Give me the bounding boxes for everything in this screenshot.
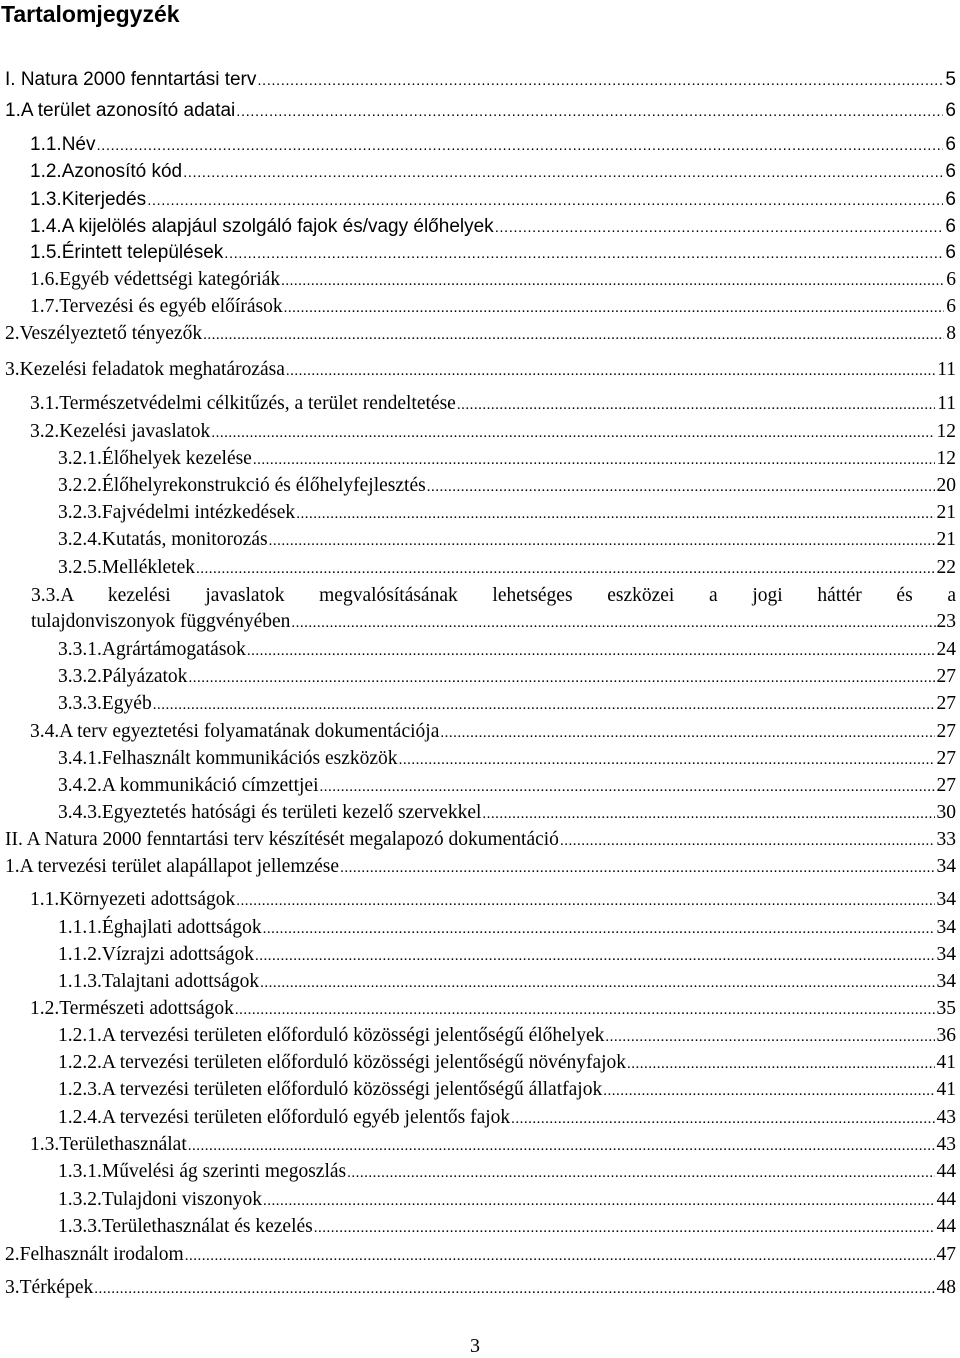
toc-entry[interactable] xyxy=(0,970,956,995)
toc-entry-page: 47 xyxy=(936,1244,956,1265)
toc-entry-title: 1.2.2.A tervezési területen előforduló közösségi jelentőségű növényfajok xyxy=(58,1052,627,1073)
toc-entry-page: 41 xyxy=(936,1079,956,1100)
toc-entry-title: 3.1.Természetvédelmi célkitűzés, a terület rendeltetése xyxy=(30,393,456,414)
toc-entry-title: 3.2.4.Kutatás, monitorozás xyxy=(58,529,268,550)
toc-entry-page: 12 xyxy=(936,448,956,469)
toc-entry-title: 1.4.A kijelölés alapjául szolgáló fajok és/vagy élőhelyek xyxy=(30,216,494,237)
toc-entry[interactable] xyxy=(0,801,956,826)
toc-entry[interactable] xyxy=(0,188,956,213)
toc-entry-page: 36 xyxy=(936,1025,956,1046)
toc-entry[interactable] xyxy=(0,160,956,185)
toc-entry[interactable] xyxy=(0,1276,956,1301)
toc-entry-title: 1.A tervezési terület alapállapot jellemzése xyxy=(5,856,340,877)
toc-entry-page: 6 xyxy=(946,296,956,317)
toc-entry[interactable] xyxy=(0,474,956,499)
toc-entry-page: 44 xyxy=(936,1161,956,1182)
toc-entry[interactable] xyxy=(0,268,956,293)
toc-entry-page: 27 xyxy=(936,748,956,769)
toc-entry-title: 3.3.A kezelési javaslatok megvalósításának lehetséges eszközei a jogi háttér és a xyxy=(31,585,956,606)
toc-entry[interactable] xyxy=(0,855,956,880)
toc-entry-title: 1.3.Területhasználat xyxy=(30,1134,187,1155)
toc-heading: Tartalomjegyzék xyxy=(1,1,180,27)
toc-entry-title: 3.4.A terv egyeztetési folyamatának dokumentációja xyxy=(30,721,440,742)
toc-entry-page: 27 xyxy=(936,721,956,742)
toc-entry-title: 1.1.3.Talajtani adottságok xyxy=(58,971,260,992)
toc-entry-title: 3.4.2.A kommunikáció címzettjei xyxy=(58,775,319,796)
toc-entry-title: 3.Kezelési feladatok meghatározása xyxy=(5,359,285,380)
toc-entry-page: 35 xyxy=(936,998,956,1019)
toc-entry[interactable] xyxy=(0,1133,956,1158)
toc-entry-title: 1.2.4.A tervezési területen előforduló egyéb jelentős fajok xyxy=(58,1107,511,1128)
toc-entry-title: 1.2.3.A tervezési területen előforduló közösségi jelentőségű állatfajok xyxy=(58,1079,603,1100)
toc-entry-title: 3.4.3.Egyeztetés hatósági és területi kezelő szervekkel xyxy=(58,802,482,823)
toc-entry-title: 2.Veszélyeztető tényezők xyxy=(5,323,203,344)
toc-entry[interactable] xyxy=(0,774,956,799)
toc-entry-page: 11 xyxy=(937,393,956,414)
toc-entry-page: 44 xyxy=(936,1189,956,1210)
toc-entry-page: 21 xyxy=(936,529,956,550)
toc-entry-page: 34 xyxy=(936,917,956,938)
toc-entry-title: 3.Térképek xyxy=(5,1277,94,1298)
toc-entry-page: 5 xyxy=(945,69,956,90)
toc-entry[interactable] xyxy=(0,638,956,663)
toc-entry-page: 27 xyxy=(936,666,956,687)
toc-entry-title: 1.1.2.Vízrajzi adottságok xyxy=(58,944,255,965)
toc-entry[interactable] xyxy=(0,1051,956,1076)
toc-entry[interactable] xyxy=(0,241,956,266)
toc-entry[interactable] xyxy=(0,501,956,526)
toc-entry-page: 44 xyxy=(936,1216,956,1237)
toc-entry-title: 1.2.Azonosító kód xyxy=(30,161,183,182)
toc-entry-page: 11 xyxy=(937,359,956,380)
toc-entry[interactable] xyxy=(0,1243,956,1268)
toc-entry-title: I. Natura 2000 fenntartási terv xyxy=(5,69,257,90)
toc-entry-page: 34 xyxy=(936,971,956,992)
toc-entry[interactable] xyxy=(0,420,956,445)
toc-entry[interactable] xyxy=(0,1188,956,1213)
toc-entry-page: 12 xyxy=(936,421,956,442)
toc-entry-page: 21 xyxy=(936,502,956,523)
toc-entry[interactable] xyxy=(31,584,956,635)
toc-entry[interactable] xyxy=(0,295,956,320)
toc-entry[interactable] xyxy=(0,447,956,472)
toc-entry-page: 30 xyxy=(936,802,956,823)
toc-entry-title: 1.A terület azonosító adatai xyxy=(5,100,236,121)
toc-entry[interactable] xyxy=(0,997,956,1022)
toc-entry-title: 1.1.1.Éghajlati adottságok xyxy=(58,917,262,938)
toc-entry-page: 34 xyxy=(936,856,956,877)
toc-entry[interactable] xyxy=(0,528,956,553)
toc-entry-page: 48 xyxy=(936,1277,956,1298)
page-number: 3 xyxy=(470,1335,480,1357)
toc-entry-title: 1.2.1.A tervezési területen előforduló közösségi jelentőségű élőhelyek xyxy=(58,1025,605,1046)
toc-entry[interactable] xyxy=(0,1215,956,1240)
toc-entry-title: 3.2.3.Fajvédelmi intézkedések xyxy=(58,502,296,523)
toc-entry-title: 3.2.5.Mellékletek xyxy=(58,557,196,578)
toc-entry-title: 1.7.Tervezési és egyéb előírások xyxy=(30,296,283,317)
toc-entry[interactable] xyxy=(0,556,956,581)
toc-entry-page: 27 xyxy=(936,693,956,714)
toc-entry-title: 1.3.2.Tulajdoni viszonyok xyxy=(58,1189,263,1210)
toc-entry[interactable] xyxy=(0,68,956,93)
toc-entry-page: 43 xyxy=(936,1134,956,1155)
toc-entry-page: 43 xyxy=(936,1107,956,1128)
toc-entry-title: 1.3.3.Területhasználat és kezelés xyxy=(58,1216,313,1237)
toc-entry-title: 1.1.Környezeti adottságok xyxy=(30,889,236,910)
toc-entry[interactable] xyxy=(0,888,956,913)
toc-entry-title: 3.3.1.Agrártámogatások xyxy=(58,639,246,660)
toc-entry-page: 6 xyxy=(945,100,956,121)
toc-entry[interactable] xyxy=(0,1078,956,1103)
toc-entry-title: 1.3.Kiterjedés xyxy=(30,189,147,210)
toc-entry-page: 41 xyxy=(936,1052,956,1073)
toc-entry-page: 6 xyxy=(945,134,956,155)
toc-entry-page: 23 xyxy=(936,611,956,632)
toc-entry[interactable] xyxy=(0,215,956,240)
toc-entry-title: 3.2.2.Élőhelyrekonstrukció és élőhelyfejlesztés xyxy=(58,475,426,496)
toc-entry[interactable] xyxy=(0,1024,956,1049)
toc-entry-page: 24 xyxy=(936,639,956,660)
toc-entry[interactable] xyxy=(0,1106,956,1131)
toc-entry-page: 8 xyxy=(946,323,956,344)
toc-entry-title: 1.1.Név xyxy=(30,134,96,155)
toc-entry-page: 33 xyxy=(936,829,956,850)
toc-entry-page: 20 xyxy=(936,475,956,496)
toc-entry[interactable] xyxy=(0,99,956,124)
toc-entry-title: 3.2.1.Élőhelyek kezelése xyxy=(58,448,252,469)
toc-entry-title: 2.Felhasznált irodalom xyxy=(5,1244,184,1265)
toc-entry-title: 3.4.1.Felhasznált kommunikációs eszközök xyxy=(58,748,398,769)
toc-entry-title: 1.2.Természeti adottságok xyxy=(30,998,234,1019)
toc-entry[interactable] xyxy=(0,943,956,968)
toc-entry[interactable] xyxy=(0,322,956,347)
toc-entry-title-continued: tulajdonviszonyok függvényében xyxy=(31,611,291,632)
toc-entry-page: 22 xyxy=(936,557,956,578)
toc-entry[interactable] xyxy=(0,828,956,853)
toc-entry-page: 6 xyxy=(945,189,956,210)
toc-entry-title: 1.6.Egyéb védettségi kategóriák xyxy=(30,269,281,290)
toc-entry-title: 3.3.3.Egyéb xyxy=(58,693,152,714)
toc-entry[interactable] xyxy=(0,665,956,690)
toc-entry-title: II. A Natura 2000 fenntartási terv készítését megalapozó dokumentáció xyxy=(5,829,559,850)
toc-entry[interactable] xyxy=(0,692,956,717)
toc-entry-title: 1.3.1.Művelési ág szerinti megoszlás xyxy=(58,1161,347,1182)
toc-entry-page: 27 xyxy=(936,775,956,796)
toc-entry-page: 6 xyxy=(945,242,956,263)
toc-entry[interactable] xyxy=(0,720,956,745)
toc-entry[interactable] xyxy=(0,1160,956,1185)
toc-entry-page: 6 xyxy=(945,216,956,237)
toc-entry[interactable] xyxy=(0,916,956,941)
toc-entry-title: 3.2.Kezelési javaslatok xyxy=(30,421,211,442)
toc-entry-page: 6 xyxy=(945,161,956,182)
toc-entry-title: 3.3.2.Pályázatok xyxy=(58,666,188,687)
toc-entry[interactable] xyxy=(0,747,956,772)
toc-entry[interactable] xyxy=(0,133,956,158)
toc-entry-page: 34 xyxy=(936,889,956,910)
toc-entry-page: 34 xyxy=(936,944,956,965)
toc-entry-page: 6 xyxy=(946,269,956,290)
toc-entry[interactable] xyxy=(0,392,956,417)
toc-entry-title: 1.5.Érintett települések xyxy=(30,242,224,263)
toc-entry[interactable] xyxy=(0,358,956,383)
